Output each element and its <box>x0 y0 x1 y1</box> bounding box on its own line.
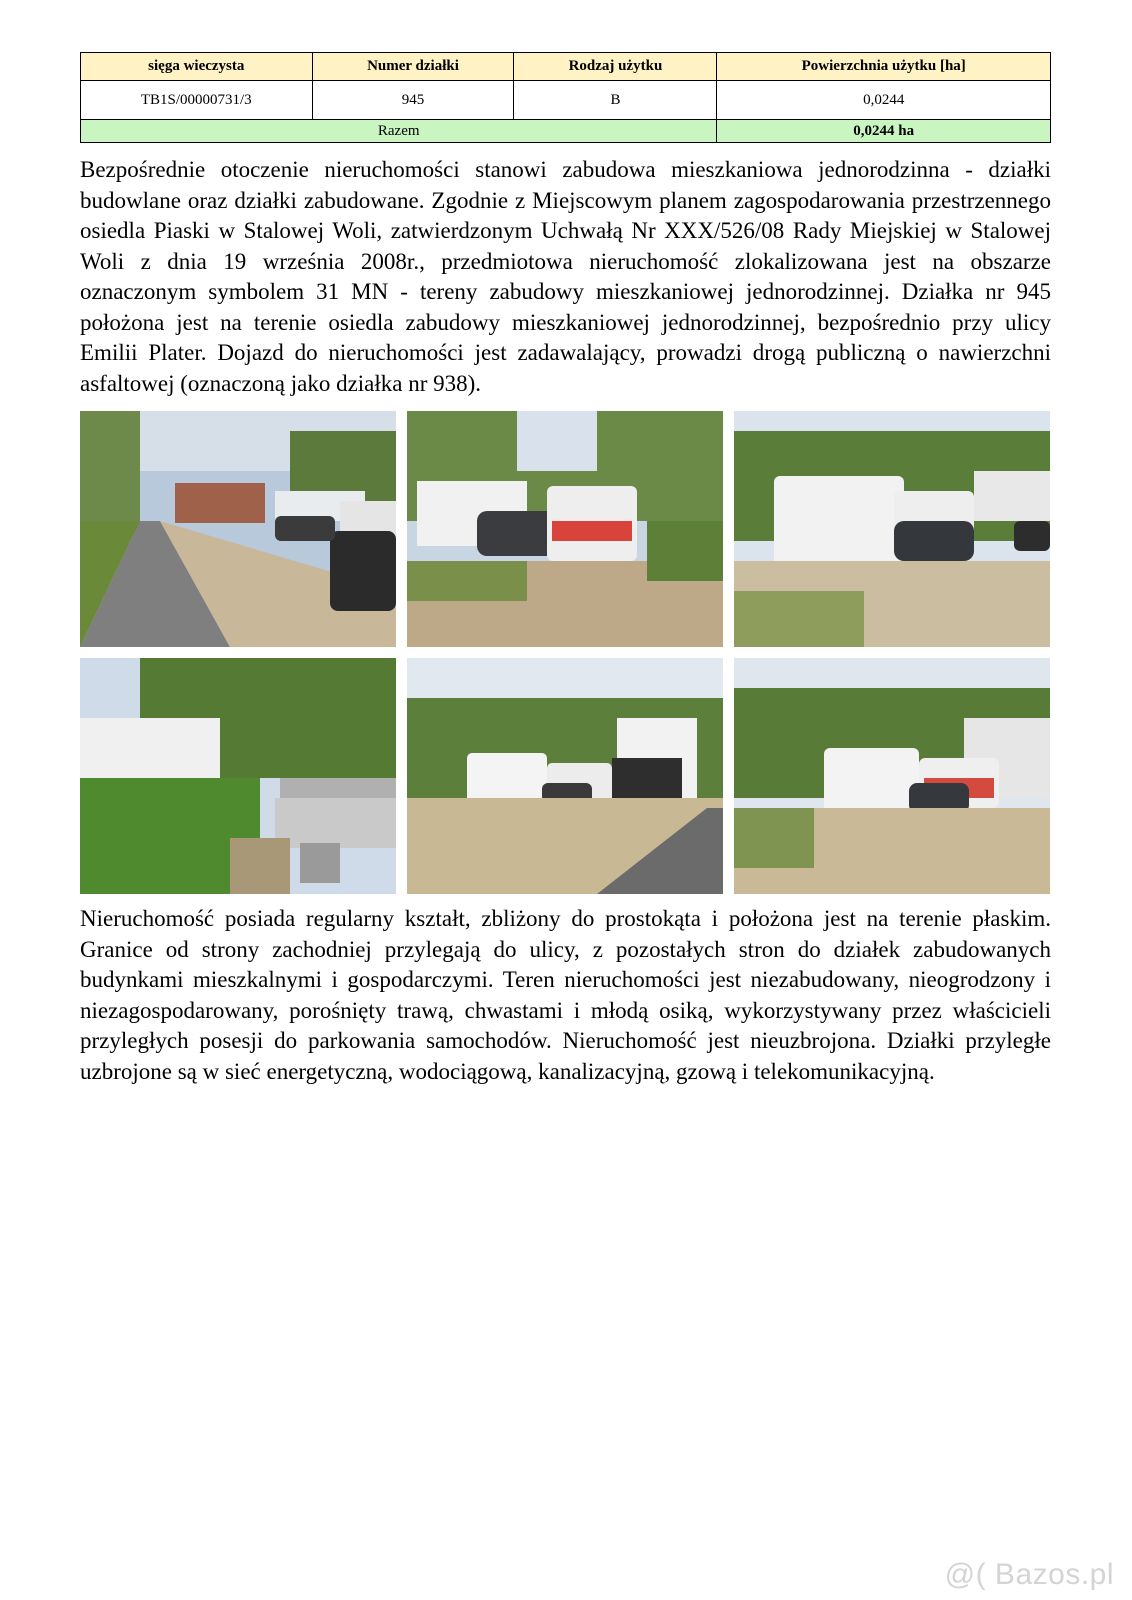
cell-land-register: TB1S/00000731/3 <box>81 81 313 120</box>
photo-parked-vans <box>407 411 723 647</box>
cell-parcel-number: 945 <box>312 81 514 120</box>
photo-vans-closeup <box>734 658 1050 894</box>
total-label: Razem <box>81 120 717 143</box>
photo-street-view <box>80 411 396 647</box>
parcel-table <box>80 52 1051 143</box>
photo-trailer-greenery <box>80 658 396 894</box>
table-header-row <box>81 53 1051 81</box>
header-use-type: Rodzaj użytku <box>514 53 717 81</box>
total-value: 0,0244 ha <box>717 120 1051 143</box>
table-total-row <box>81 120 1051 143</box>
photo-gallery <box>80 411 1051 894</box>
header-land-register: sięga wieczysta <box>81 53 313 81</box>
photo-wide-road-view <box>407 658 723 894</box>
cell-area: 0,0244 <box>717 81 1051 120</box>
table-row <box>81 81 1051 120</box>
cell-use-type: B <box>514 81 717 120</box>
paragraph-surroundings: Bezpośrednie otoczenie nieruchomości stanowi zabudowa mieszkaniowa jednorodzinna - działki budowlane oraz działki zabudowane. Zgodnie z Miejscowym planem zagospodarowania przestrzennego osiedla Piaski w Stalowej Woli, zatwierdzonym Uchwałą Nr XXX/526/08 Rady Miejskiej w Stalowej Woli z dnia 19 września 2008r., przedmiotowa nieruchomość zlokalizowana jest na obszarze oznaczonym symbolem 31 MN - tereny zabudowy mieszkaniowej jednorodzinnej. Działka nr 945 położona jest na terenie osiedla zabudowy mieszkaniowej jednorodzinnej, bezpośrednio przy ulicy Emilii Plater. Dojazd do nieruchomości jest zadawalający, prowadzi drogą publiczną o nawierzchni asfaltowej (oznaczoną jako działka nr 938). <box>80 157 1051 396</box>
header-parcel-number: Numer działki <box>312 53 514 81</box>
document-page <box>80 52 1051 1087</box>
header-area: Powierzchnia użytku [ha] <box>717 53 1051 81</box>
bazos-watermark: @( Bazos.pl <box>944 1558 1114 1591</box>
paragraph-description: Nieruchomość posiada regularny kształt, zbliżony do prostokąta i położona jest na terenie płaskim. Granice od strony zachodniej przylegają do ulicy, z pozostałych stron do działek zabudowanych budynkami mieszkalnymi i gospodarczymi. Teren nieruchomości jest niezabudowany, nieogrodzony i niezagospodarowany, porośnięty trawą, chwastami i młodą osiką, wykorzystywany przez właścicieli przyległych posesji do parkowania samochodów. Nieruchomość jest nieuzbrojona. Działki przyległe uzbrojone są w sieć energetyczną, wodociągową, kanalizacyjną, gzową i telekomunikacyjną. <box>80 906 1051 1084</box>
photo-van-and-car <box>734 411 1050 647</box>
